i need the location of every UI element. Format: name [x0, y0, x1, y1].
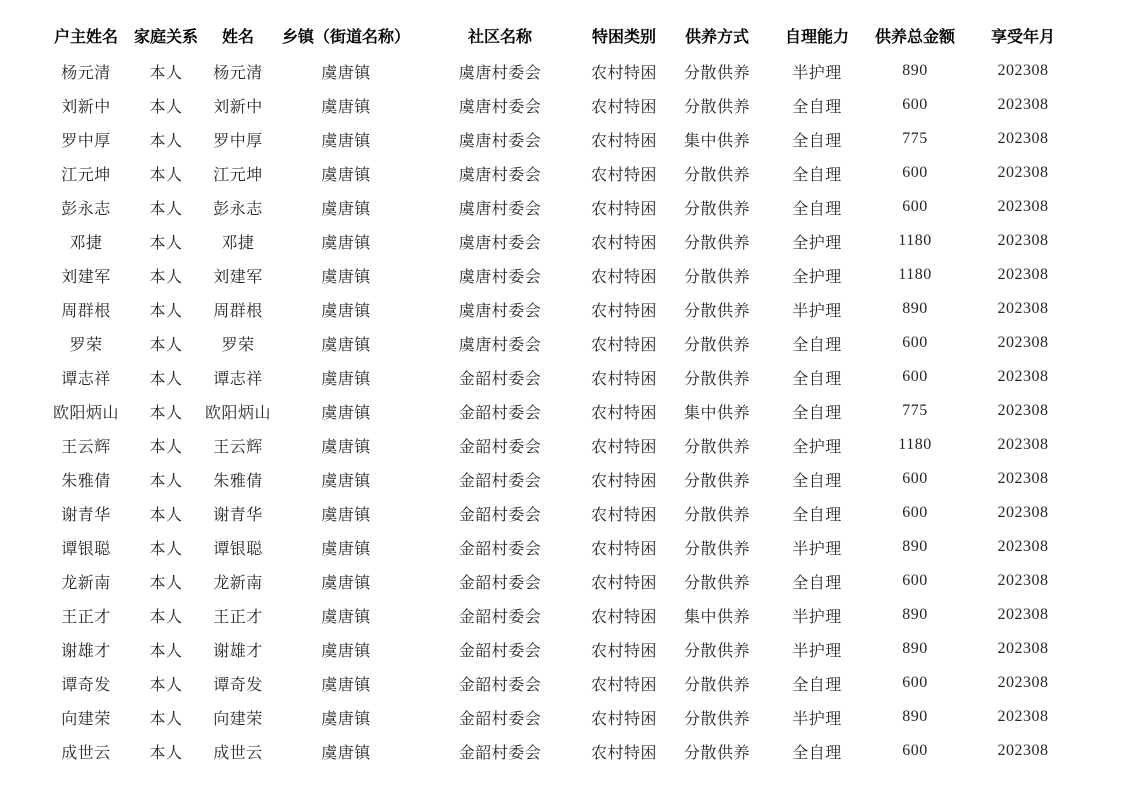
table-cell: 虞唐镇: [321, 472, 371, 490]
table-row: [40, 428, 1080, 462]
table-cell: 分散供养: [683, 710, 750, 728]
table-cell: 江元坤: [213, 166, 263, 184]
table-cell: 农村特困: [590, 506, 657, 524]
table-cell: 本人: [149, 744, 183, 762]
table-cell: 王云辉: [213, 438, 263, 456]
table-cell: 202308: [997, 742, 1049, 759]
table-cell: 农村特困: [590, 608, 657, 626]
table-cell: 分散供养: [683, 98, 750, 116]
table-cell: 本人: [149, 438, 183, 456]
table-cell: 890: [902, 606, 928, 623]
table-row: [40, 530, 1080, 564]
table-cell: 虞唐镇: [321, 404, 371, 422]
table-cell: 本人: [149, 302, 183, 320]
table-cell: 分散供养: [683, 506, 750, 524]
table-cell: 欧阳炳山: [204, 404, 271, 422]
table-cell: 半护理: [792, 710, 842, 728]
table-cell: 全自理: [792, 574, 842, 592]
table-row: [40, 258, 1080, 292]
table-cell: 罗荣: [221, 336, 255, 354]
table-cell: 半护理: [792, 642, 842, 660]
table-row: [40, 394, 1080, 428]
table-cell: 半护理: [792, 608, 842, 626]
table-cell: 农村特困: [590, 472, 657, 490]
table-cell: 虞唐镇: [321, 200, 371, 218]
table-cell: 虞唐镇: [321, 676, 371, 694]
table-cell: 202308: [997, 504, 1049, 521]
table-cell: 王正才: [213, 608, 263, 626]
table-cell: 全自理: [792, 336, 842, 354]
table-cell: 虞唐镇: [321, 234, 371, 252]
table-cell: 分散供养: [683, 336, 750, 354]
table-row: [40, 734, 1080, 768]
table-cell: 成世云: [213, 744, 263, 762]
table-cell: 谭志祥: [61, 370, 111, 388]
table-row: [40, 156, 1080, 190]
table-cell: 农村特困: [590, 438, 657, 456]
column-header-3: 姓名: [221, 28, 254, 46]
table-cell: 虞唐村委会: [458, 268, 542, 286]
table-cell: 分散供养: [683, 438, 750, 456]
table-cell: 向建荣: [213, 710, 263, 728]
table-cell: 虞唐村委会: [458, 98, 542, 116]
table-cell: 202308: [997, 470, 1049, 487]
table-cell: 202308: [997, 300, 1049, 317]
table-cell: 虞唐镇: [321, 540, 371, 558]
table-cell: 全自理: [792, 132, 842, 150]
table-cell: 谭奇发: [61, 676, 111, 694]
table-cell: 202308: [997, 62, 1049, 79]
table-cell: 本人: [149, 574, 183, 592]
table-cell: 600: [902, 96, 928, 113]
table-cell: 本人: [149, 404, 183, 422]
table-cell: 全护理: [792, 234, 842, 252]
table-cell: 农村特困: [590, 370, 657, 388]
table-row: [40, 360, 1080, 394]
table-cell: 虞唐镇: [321, 132, 371, 150]
table-cell: 202308: [997, 402, 1049, 419]
table-cell: 虞唐镇: [321, 64, 371, 82]
table-cell: 金韶村委会: [458, 676, 542, 694]
table-cell: 集中供养: [683, 404, 750, 422]
table-cell: 202308: [997, 640, 1049, 657]
table-cell: 202308: [997, 368, 1049, 385]
table-cell: 虞唐镇: [321, 506, 371, 524]
table-cell: 本人: [149, 64, 183, 82]
column-header-5: 社区名称: [467, 28, 532, 46]
table-cell: 202308: [997, 436, 1049, 453]
table-cell: 890: [902, 62, 928, 79]
table-body: [40, 54, 1080, 768]
table-cell: 金韶村委会: [458, 540, 542, 558]
table-cell: 虞唐镇: [321, 166, 371, 184]
table-row: [40, 666, 1080, 700]
table-cell: 谢雄才: [213, 642, 263, 660]
table-cell: 虞唐镇: [321, 438, 371, 456]
table-cell: 周群根: [61, 302, 111, 320]
table-cell: 分散供养: [683, 200, 750, 218]
table-cell: 彭永志: [213, 200, 263, 218]
column-header-6: 特困类别: [591, 28, 656, 46]
table-cell: 全自理: [792, 676, 842, 694]
table-cell: 江元坤: [61, 166, 111, 184]
table-cell: 谢雄才: [61, 642, 111, 660]
table-cell: 王正才: [61, 608, 111, 626]
table-cell: 本人: [149, 710, 183, 728]
table-cell: 600: [902, 572, 928, 589]
table-cell: 虞唐镇: [321, 268, 371, 286]
table-cell: 1180: [898, 232, 932, 249]
table-cell: 全护理: [792, 438, 842, 456]
table-cell: 农村特困: [590, 234, 657, 252]
table-cell: 890: [902, 538, 928, 555]
table-cell: 欧阳炳山: [52, 404, 119, 422]
table-cell: 金韶村委会: [458, 438, 542, 456]
table-row: [40, 632, 1080, 666]
table-cell: 金韶村委会: [458, 404, 542, 422]
table-cell: 202308: [997, 538, 1049, 555]
table-cell: 202308: [997, 708, 1049, 725]
table-cell: 202308: [997, 334, 1049, 351]
table-row: [40, 700, 1080, 734]
table-cell: 农村特困: [590, 336, 657, 354]
table-cell: 谢青华: [213, 506, 263, 524]
table-cell: 谭银聪: [213, 540, 263, 558]
table-row: [40, 292, 1080, 326]
table-cell: 本人: [149, 234, 183, 252]
table-cell: 虞唐镇: [321, 744, 371, 762]
table-row: [40, 598, 1080, 632]
table-cell: 金韶村委会: [458, 642, 542, 660]
table-cell: 分散供养: [683, 574, 750, 592]
table-cell: 金韶村委会: [458, 710, 542, 728]
table-row: [40, 54, 1080, 88]
column-header-7: 供养方式: [684, 28, 749, 46]
table-cell: 龙新南: [213, 574, 263, 592]
table-cell: 202308: [997, 606, 1049, 623]
table-cell: 龙新南: [61, 574, 111, 592]
table-cell: 本人: [149, 676, 183, 694]
table-cell: 全自理: [792, 404, 842, 422]
table-cell: 罗中厚: [61, 132, 111, 150]
table-cell: 本人: [149, 540, 183, 558]
table-row: [40, 190, 1080, 224]
table-cell: 向建荣: [61, 710, 111, 728]
table-cell: 虞唐镇: [321, 98, 371, 116]
table-cell: 分散供养: [683, 268, 750, 286]
table-cell: 虞唐村委会: [458, 302, 542, 320]
table-cell: 分散供养: [683, 744, 750, 762]
table-cell: 890: [902, 300, 928, 317]
table-cell: 邓捷: [69, 234, 103, 252]
table-cell: 虞唐村委会: [458, 336, 542, 354]
table-cell: 1180: [898, 436, 932, 453]
table-cell: 集中供养: [683, 608, 750, 626]
table-cell: 全自理: [792, 744, 842, 762]
table-cell: 全护理: [792, 268, 842, 286]
table-cell: 775: [902, 130, 928, 147]
table-row: [40, 122, 1080, 156]
table-cell: 金韶村委会: [458, 370, 542, 388]
table-cell: 谭奇发: [213, 676, 263, 694]
table-cell: 农村特困: [590, 98, 657, 116]
table-cell: 谢青华: [61, 506, 111, 524]
table-cell: 金韶村委会: [458, 506, 542, 524]
table-cell: 全自理: [792, 472, 842, 490]
table-cell: 虞唐镇: [321, 370, 371, 388]
table-cell: 全自理: [792, 506, 842, 524]
table-cell: 杨元清: [213, 64, 263, 82]
table-cell: 虞唐村委会: [458, 166, 542, 184]
table-cell: 农村特困: [590, 404, 657, 422]
table-cell: 朱雅倩: [213, 472, 263, 490]
table-cell: 彭永志: [61, 200, 111, 218]
table-cell: 邓捷: [221, 234, 255, 252]
table-cell: 600: [902, 674, 928, 691]
table-cell: 202308: [997, 198, 1049, 215]
table-cell: 本人: [149, 200, 183, 218]
table-cell: 虞唐村委会: [458, 234, 542, 252]
table-row: [40, 564, 1080, 598]
table-cell: 分散供养: [683, 302, 750, 320]
table-cell: 半护理: [792, 540, 842, 558]
table-cell: 202308: [997, 674, 1049, 691]
table-cell: 谭志祥: [213, 370, 263, 388]
table-cell: 600: [902, 198, 928, 215]
table-cell: 金韶村委会: [458, 472, 542, 490]
table-cell: 刘新中: [213, 98, 263, 116]
table-cell: 202308: [997, 96, 1049, 113]
table-cell: 杨元清: [61, 64, 111, 82]
table-cell: 本人: [149, 608, 183, 626]
table-cell: 全自理: [792, 98, 842, 116]
table-cell: 谭银聪: [61, 540, 111, 558]
table-row: [40, 462, 1080, 496]
table-cell: 本人: [149, 268, 183, 286]
subsistence-allowance-table: [40, 16, 1080, 768]
table-cell: 农村特困: [590, 540, 657, 558]
table-cell: 600: [902, 742, 928, 759]
table-cell: 本人: [149, 472, 183, 490]
table-cell: 虞唐镇: [321, 710, 371, 728]
column-header-4: 乡镇（街道名称）: [281, 28, 410, 46]
table-cell: 虞唐镇: [321, 302, 371, 320]
table-cell: 农村特困: [590, 642, 657, 660]
table-cell: 农村特困: [590, 132, 657, 150]
table-cell: 分散供养: [683, 234, 750, 252]
table-cell: 分散供养: [683, 166, 750, 184]
table-cell: 本人: [149, 166, 183, 184]
table-cell: 分散供养: [683, 540, 750, 558]
table-cell: 农村特困: [590, 302, 657, 320]
table-cell: 朱雅倩: [61, 472, 111, 490]
table-cell: 600: [902, 368, 928, 385]
table-cell: 890: [902, 708, 928, 725]
table-cell: 1180: [898, 266, 932, 283]
table-cell: 分散供养: [683, 676, 750, 694]
table-row: [40, 496, 1080, 530]
table-row: [40, 88, 1080, 122]
table-cell: 刘新中: [61, 98, 111, 116]
table-cell: 890: [902, 640, 928, 657]
table-cell: 虞唐镇: [321, 608, 371, 626]
table-row: [40, 326, 1080, 360]
table-cell: 农村特困: [590, 166, 657, 184]
table-cell: 刘建军: [213, 268, 263, 286]
column-header-1: 户主姓名: [53, 28, 118, 46]
table-header-row: [40, 16, 1080, 54]
table-cell: 罗中厚: [213, 132, 263, 150]
table-cell: 农村特困: [590, 200, 657, 218]
table-cell: 分散供养: [683, 642, 750, 660]
table-cell: 600: [902, 470, 928, 487]
table-cell: 农村特困: [590, 676, 657, 694]
table-cell: 全自理: [792, 166, 842, 184]
table-cell: 虞唐镇: [321, 336, 371, 354]
table-cell: 600: [902, 334, 928, 351]
table-row: [40, 224, 1080, 258]
table-cell: 本人: [149, 132, 183, 150]
table-cell: 分散供养: [683, 370, 750, 388]
table-cell: 农村特困: [590, 710, 657, 728]
table-cell: 王云辉: [61, 438, 111, 456]
table-cell: 农村特困: [590, 744, 657, 762]
table-cell: 202308: [997, 130, 1049, 147]
table-cell: 全自理: [792, 370, 842, 388]
table-cell: 本人: [149, 336, 183, 354]
column-header-8: 自理能力: [784, 28, 849, 46]
table-cell: 周群根: [213, 302, 263, 320]
table-cell: 成世云: [61, 744, 111, 762]
table-cell: 半护理: [792, 64, 842, 82]
table-cell: 虞唐镇: [321, 642, 371, 660]
table-cell: 虞唐村委会: [458, 64, 542, 82]
table-cell: 本人: [149, 370, 183, 388]
table-cell: 半护理: [792, 302, 842, 320]
table-cell: 600: [902, 164, 928, 181]
table-cell: 202308: [997, 232, 1049, 249]
table-cell: 775: [902, 402, 928, 419]
table-cell: 农村特困: [590, 268, 657, 286]
column-header-2: 家庭关系: [133, 28, 198, 46]
table-cell: 虞唐村委会: [458, 200, 542, 218]
table-cell: 虞唐镇: [321, 574, 371, 592]
table-cell: 本人: [149, 642, 183, 660]
table-cell: 202308: [997, 164, 1049, 181]
table-cell: 全自理: [792, 200, 842, 218]
table-cell: 202308: [997, 266, 1049, 283]
column-header-9: 供养总金额: [874, 28, 955, 46]
table-cell: 金韶村委会: [458, 744, 542, 762]
table-cell: 虞唐村委会: [458, 132, 542, 150]
table-cell: 集中供养: [683, 132, 750, 150]
table-cell: 刘建军: [61, 268, 111, 286]
table-cell: 202308: [997, 572, 1049, 589]
table-cell: 分散供养: [683, 472, 750, 490]
table-cell: 农村特困: [590, 574, 657, 592]
table-cell: 分散供养: [683, 64, 750, 82]
table-cell: 金韶村委会: [458, 608, 542, 626]
table-cell: 农村特困: [590, 64, 657, 82]
column-header-10: 享受年月: [990, 28, 1055, 46]
table-cell: 本人: [149, 506, 183, 524]
table-cell: 600: [902, 504, 928, 521]
table-cell: 金韶村委会: [458, 574, 542, 592]
table-cell: 罗荣: [69, 336, 103, 354]
table-cell: 本人: [149, 98, 183, 116]
table-header: [40, 16, 1080, 54]
